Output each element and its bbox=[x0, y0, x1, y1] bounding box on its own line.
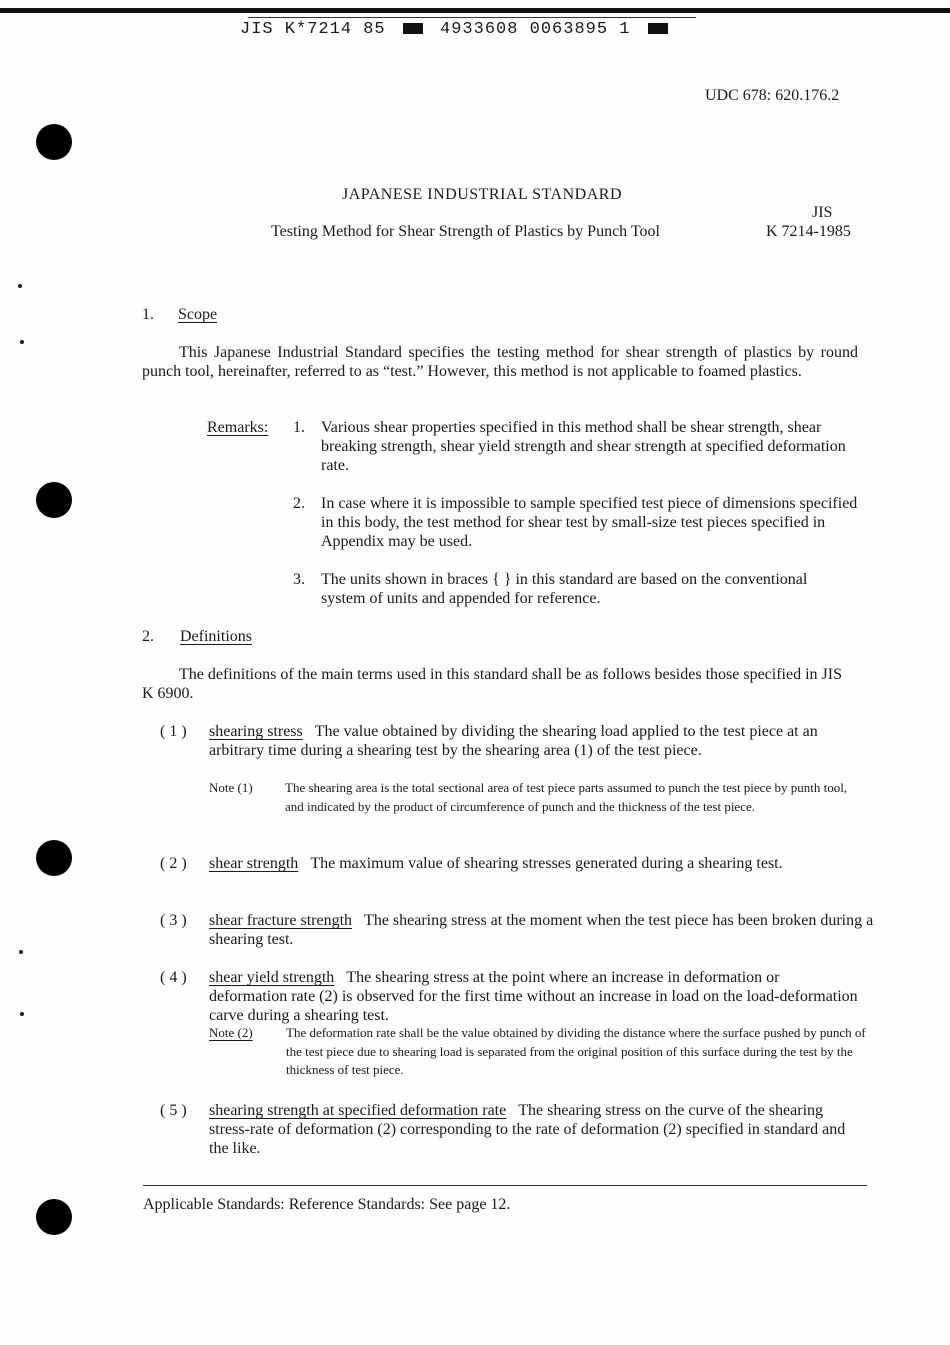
binder-hole bbox=[36, 124, 72, 160]
remark-text: Various shear properties specified in this method shall be shear strength, shear breaking strength, shear yield strength and shear strength at specified deformation rate. bbox=[321, 419, 846, 474]
definition-number: ( 4 ) bbox=[160, 969, 187, 986]
definition-item bbox=[209, 1101, 864, 1158]
definition-term: shear yield strength bbox=[209, 969, 335, 986]
scope-paragraph: This Japanese Industrial Standard specifies the testing method for shear strength of plastics by round punch tool, hereinafter, referred to as “test.” However, this method is not applicable to foamed plastics. bbox=[142, 344, 858, 380]
definition-item bbox=[209, 968, 861, 1025]
section-2-heading: Definitions bbox=[180, 628, 252, 645]
definition-text: The maximum value of shearing stresses generated during a shearing test. bbox=[310, 855, 783, 872]
note-text: The deformation rate shall be the value obtained by dividing the distance where the surface pushed by punch of the test piece due to shearing load is separated from the original position of this surface during the test by the thickness of test piece. bbox=[286, 1025, 866, 1077]
note-label: Note (2) bbox=[209, 1025, 253, 1040]
definition-text: The shearing stress on the curve of the shearing stress-rate of deformation (2) corresponding to the rate of deformation (2) specified in standard and the like. bbox=[209, 1102, 846, 1157]
definition-term: shearing strength at specified deformation rate bbox=[209, 1102, 507, 1119]
remark-number: 1. bbox=[293, 419, 305, 436]
definition-item bbox=[209, 911, 874, 949]
scan-speck bbox=[20, 1012, 24, 1016]
binder-hole bbox=[36, 482, 72, 518]
redaction-block bbox=[403, 23, 423, 34]
jis-label: JIS bbox=[812, 204, 833, 221]
udc-number: UDC 678: 620.176.2 bbox=[705, 87, 840, 104]
remark-number: 2. bbox=[293, 495, 305, 512]
definition-term: shear strength bbox=[209, 855, 299, 872]
note-text: The shearing area is the total sectional area of test piece parts assumed to punch the test piece by punth tool, and indicated by the product of circumference of punch and the thickness of the test piece. bbox=[285, 780, 848, 814]
top-border bbox=[0, 8, 950, 13]
definition-text: The shearing stress at the moment when the test piece has been broken during a shearing test. bbox=[209, 912, 874, 948]
scan-speck bbox=[20, 340, 24, 344]
standard-org-title: JAPANESE INDUSTRIAL STANDARD bbox=[342, 186, 622, 203]
definition-number: ( 1 ) bbox=[160, 723, 187, 740]
definition-text: The value obtained by dividing the shearing load applied to the test piece at an arbitrary time during a shearing test by the shearing area (1) of the test piece. bbox=[209, 723, 818, 759]
remarks-label: Remarks: bbox=[207, 419, 269, 436]
scan-speck bbox=[18, 284, 22, 288]
definition-item bbox=[209, 854, 849, 873]
footer-note: Applicable Standards: Reference Standards: See page 12. bbox=[143, 1196, 511, 1213]
scan-speck bbox=[19, 950, 23, 954]
footer-rule bbox=[143, 1185, 867, 1186]
code-left: JIS K*7214 85 bbox=[240, 20, 386, 39]
section-2-number: 2. bbox=[142, 628, 154, 645]
definition-number: ( 2 ) bbox=[160, 855, 187, 872]
document-code bbox=[240, 20, 674, 39]
section-1-heading: Scope bbox=[178, 306, 218, 323]
definition-item bbox=[209, 722, 841, 760]
code-right: 4933608 0063895 1 bbox=[440, 20, 631, 39]
standard-subject: Testing Method for Shear Strength of Plastics by Punch Tool bbox=[271, 223, 660, 240]
definition-number: ( 5 ) bbox=[160, 1102, 187, 1119]
note-label: Note (1) bbox=[209, 780, 253, 795]
definition-text: The shearing stress at the point where an increase in deformation or deformation rate (2) is observed for the first time without an increase in load on the load-deformation carve during a shearing test. bbox=[209, 969, 858, 1024]
definition-term: shearing stress bbox=[209, 723, 303, 740]
definition-term: shear fracture strength bbox=[209, 912, 353, 929]
remark-number: 3. bbox=[293, 571, 305, 588]
binder-hole bbox=[36, 840, 72, 876]
redaction-block bbox=[648, 23, 668, 34]
definitions-intro: The definitions of the main terms used in this standard shall be as follows besides those specified in JIS K 6900. bbox=[142, 666, 842, 702]
header-rule bbox=[248, 17, 696, 18]
remark-text: The units shown in braces { } in this standard are based on the conventional system of units and appended for reference. bbox=[321, 571, 808, 607]
binder-hole bbox=[36, 1199, 72, 1235]
definition-number: ( 3 ) bbox=[160, 912, 187, 929]
jis-number: K 7214-1985 bbox=[766, 223, 851, 240]
remark-text: In case where it is impossible to sample specified test piece of dimensions specified in this body, the test method for shear test by small-size test pieces specified in Appendix may be used. bbox=[321, 495, 858, 550]
section-1-number: 1. bbox=[142, 306, 154, 323]
